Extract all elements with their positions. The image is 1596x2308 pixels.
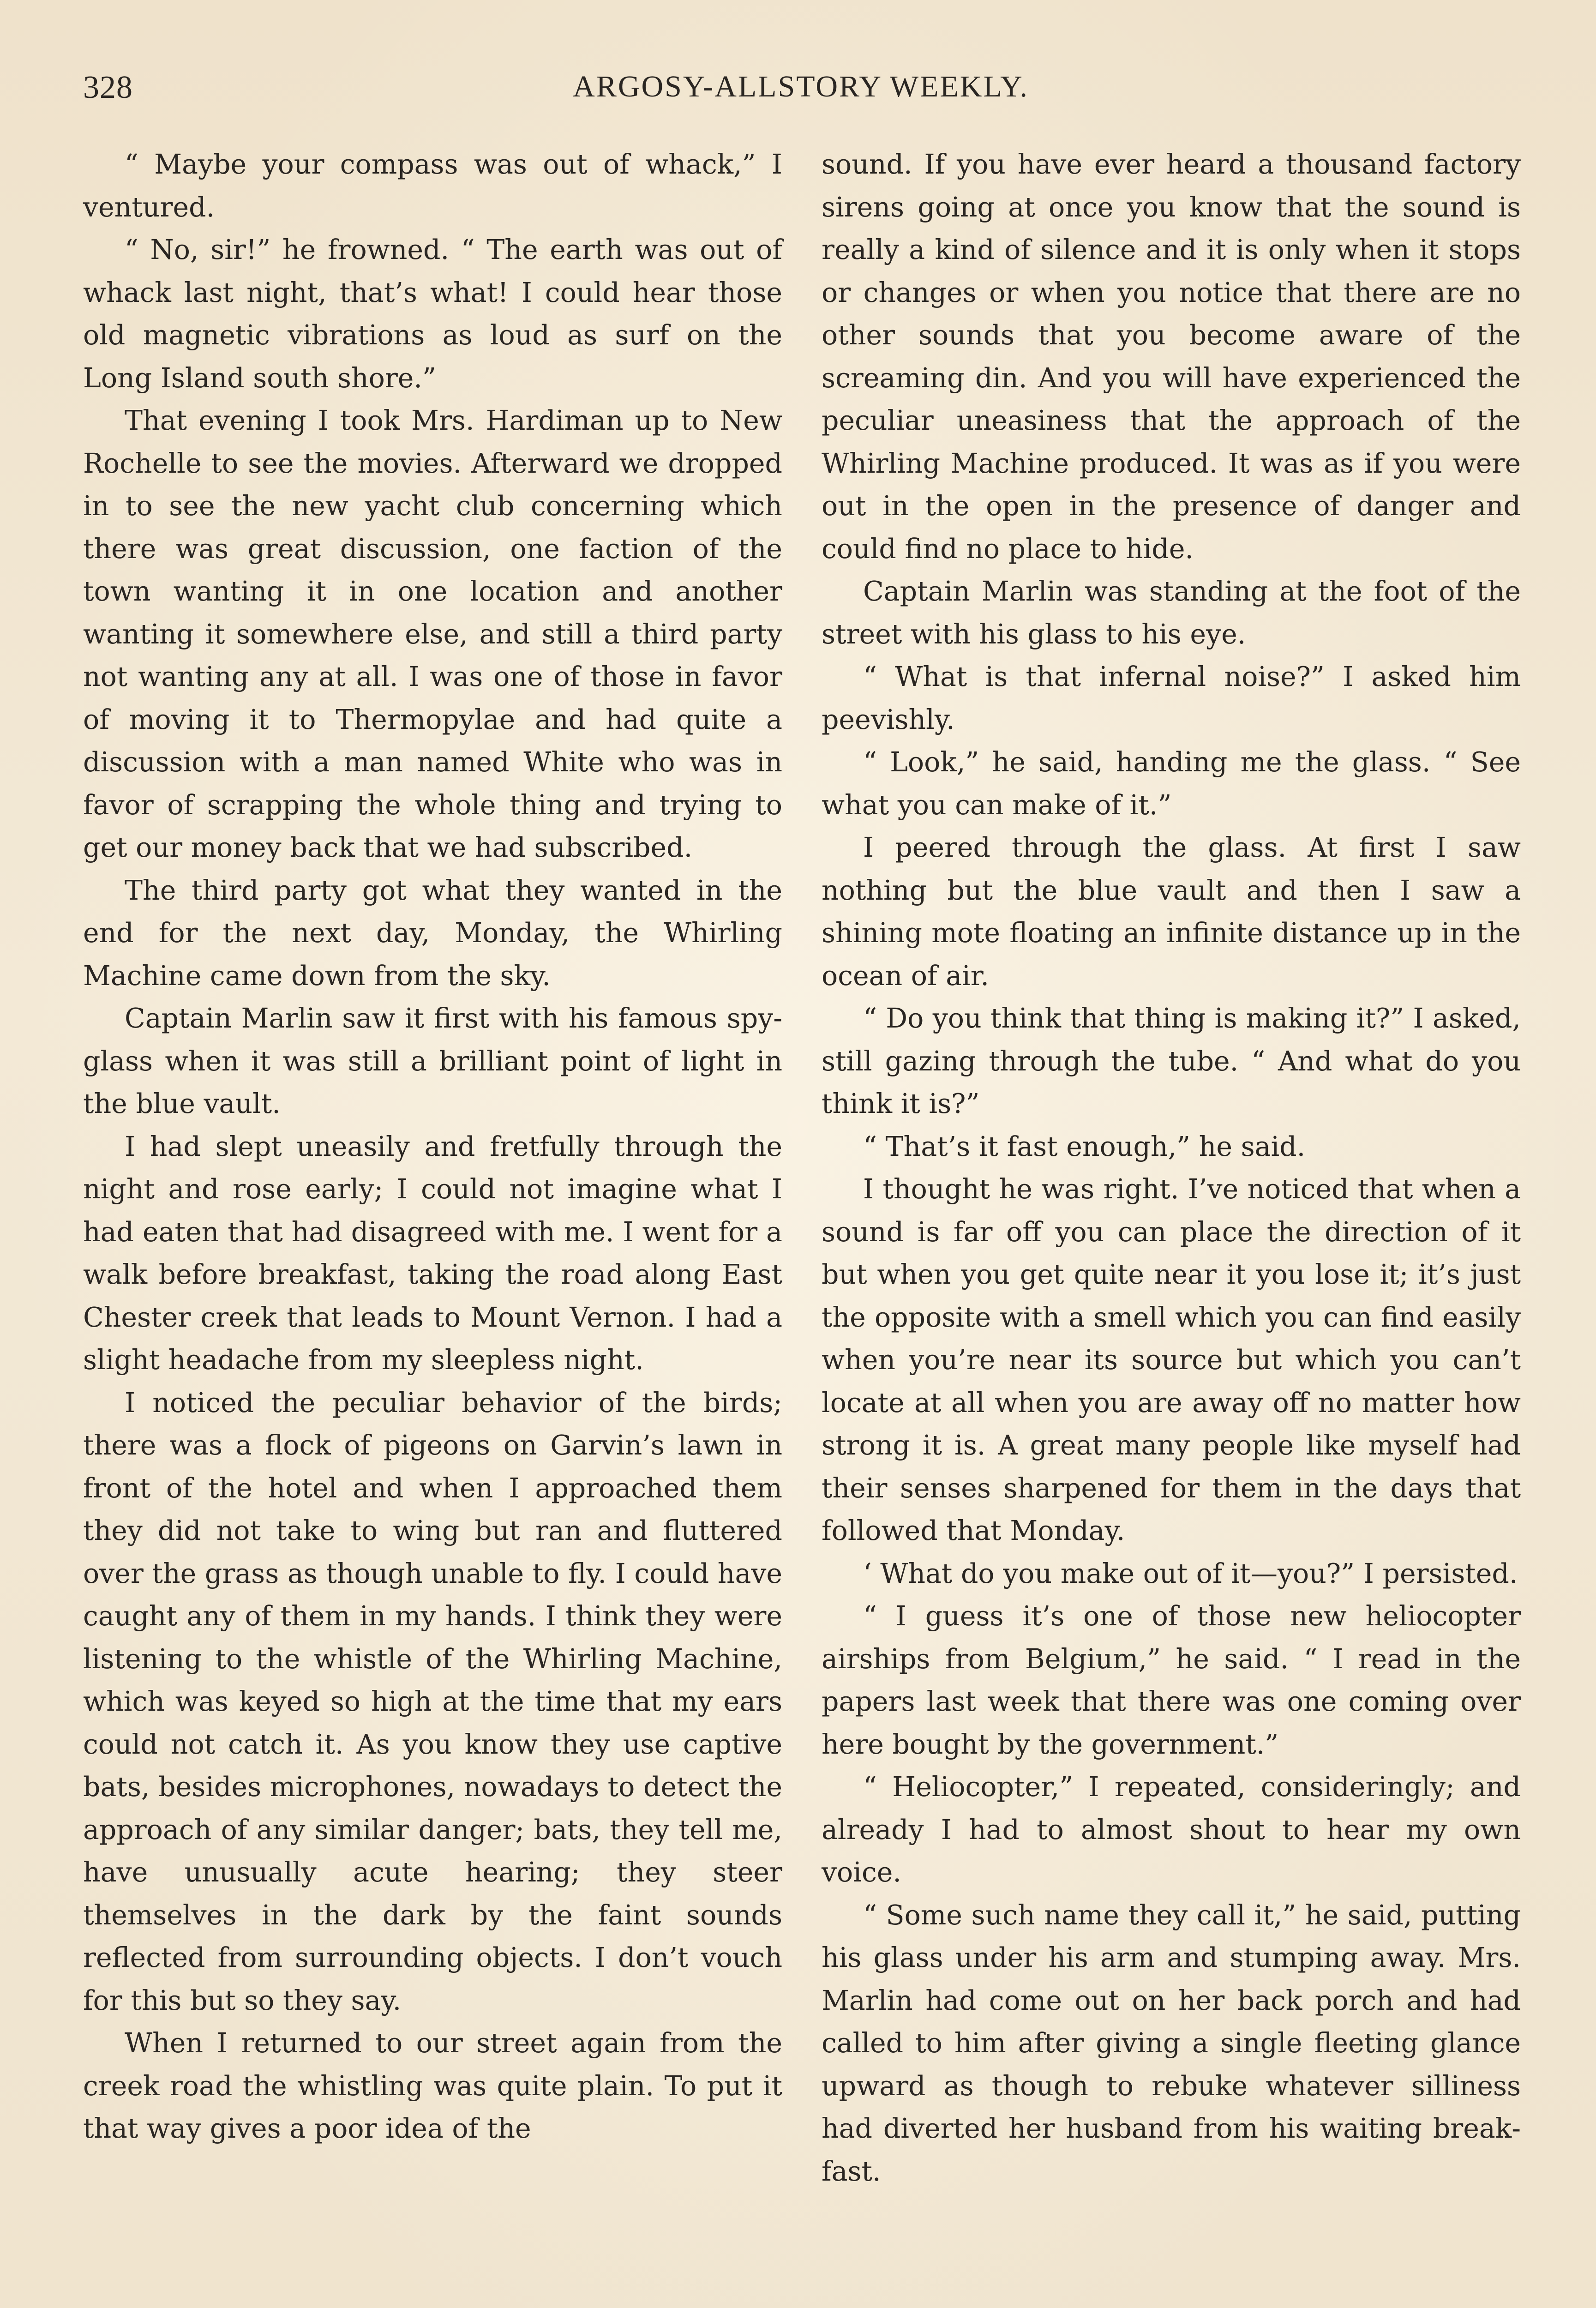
paragraph: “ That’s it fast enough,” he said. [863, 1130, 1306, 1162]
paragraph: I thought he was right. I’ve noticed that when a sound is far off you can place the direction of it but when you get quite near it you lose it; it’s just the opposite with a smell which you can find easily when you’re near its source but which you can’t locate at all when you are away off no matter how strong it is. A great many people like myself had their senses sharpened for them in the days that followed that Monday. [822, 1173, 1521, 1546]
page-number: 328 [83, 70, 133, 105]
paragraph: “ What is that infernal noise?” I asked him peevishly. [822, 661, 1521, 735]
paragraph: “ I guess it’s one of those new heliocopter airships from Belgium,” he said. “ I read in the papers last week that there was one coming over here bought by the government.” [822, 1600, 1521, 1760]
paragraph: I noticed the peculiar behavior of the birds; there was a flock of pigeons on Garvin’s lawn in front of the hotel and when I approached them they did not take to wing but ran and fluttered over the grass as though unable to fly. I could have caught any of them in my hands. I think they were listening to the whistle of the Whirling Machine, which was keyed so high at the time that my ears could not catch it. As you know they use captive bats, besides microphones, nowadays to detect the approach of any similar danger; bats, they tell me, have unusually acute hearing; they steer themselves in the dark by the faint sounds reflected from surrounding objects. I don’t vouch for this but so they say. [83, 1387, 782, 2016]
paragraph: ‘ What do you make out of it—you?” I persisted. [863, 1557, 1518, 1589]
left-column [83, 143, 782, 2150]
paragraph: Captain Marlin was standing at the foot of the street with his glass to his eye. [822, 576, 1521, 650]
paragraph: I had slept uneasily and fretfully through the night and rose early; I could not imagine what I had eaten that had disagreed with me. I went for a walk before breakfast, taking the road along East Chester creek that leads to Mount Vernon. I had a slight headache from my sleepless night. [83, 1130, 782, 1376]
page-header [83, 65, 1518, 120]
paragraph: That evening I took Mrs. Hardiman up to New Rochelle to see the movies. Afterward we dropped in to see the new yacht club concerning which there was great discussion, one faction of the town wanting it in one location and another wanting it somewhere else, and still a third party not wanting any at all. I was one of those in favor of moving it to Thermopylae and had quite a discussion with a man named White who was in favor of scrapping the whole thing and trying to get our money back that we had subscribed. [83, 405, 782, 863]
paragraph: “ Heliocopter,” I repeated, consideringly; and already I had to almost shout to hear my own voice. [822, 1771, 1521, 1888]
running-title: ARGOSY-ALLSTORY WEEKLY. [573, 70, 1029, 103]
paragraph: “ Look,” he said, handing me the glass. “ See what you can make of it.” [822, 746, 1521, 821]
paragraph: “ Do you think that thing is making it?” I asked, still gazing through the tube. “ And what do you think it is?” [822, 1003, 1521, 1119]
right-column [822, 143, 1521, 2193]
paragraph: sound. If you have ever heard a thousand factory sirens going at once you know that the sound is really a kind of silence and it is only when it stops or changes or when you notice that there are no other sounds that you become aware of the screaming din. And you will have experienced the peculiar uneasiness that the approach of the Whirling Machine produced. It was as if you were out in the open in the presence of danger and could find no place to hide. [822, 149, 1521, 565]
paragraph: I peered through the glass. At first I saw nothing but the blue vault and then I saw a shining mote floating an infinite distance up in the ocean of air. [822, 832, 1521, 992]
paragraph: Captain Marlin saw it first with his famous spy-glass when it was still a brilliant point of light in the blue vault. [83, 1003, 782, 1119]
paragraph: “ Maybe your compass was out of whack,” I ventured. [83, 149, 782, 223]
paragraph: “ Some such name they call it,” he said, putting his glass under his arm and stumping away. Mrs. Marlin had come out on her back porch and had called to him after giving a single fleeting glance upward as though to rebuke whatever silliness had diverted her husband from his waiting breakfast. [822, 1899, 1521, 2187]
paragraph: The third party got what they wanted in the end for the next day, Monday, the Whirling Machine came down from the sky. [83, 874, 782, 992]
paragraph: When I returned to our street again from the creek road the whistling was quite plain. To put it that way gives a poor idea of the [83, 2027, 782, 2144]
paragraph: “ No, sir!” he frowned. “ The earth was out of whack last night, that’s what! I could hear those old magnetic vibrations as loud as surf on the Long Island south shore.” [83, 234, 782, 394]
